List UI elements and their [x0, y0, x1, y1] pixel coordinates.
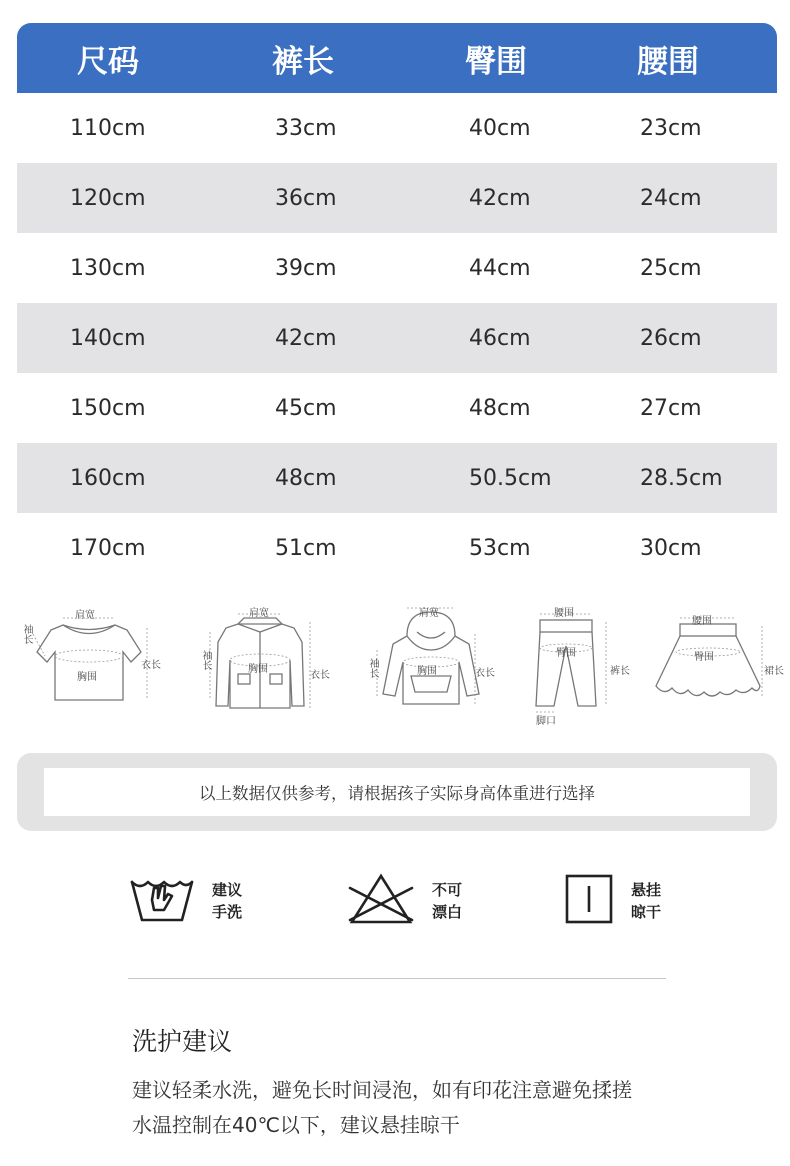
- header-waist: 腰围: [637, 43, 699, 80]
- care-line-dry: [563, 868, 703, 938]
- cell-waist: 26cm: [640, 325, 702, 351]
- table-row: [17, 443, 777, 513]
- cell-size: 110cm: [70, 115, 146, 141]
- label-length: 衣长: [310, 670, 330, 681]
- measurement-diagrams: [10, 600, 784, 730]
- label-hip: 臀围: [694, 652, 714, 663]
- table-row: [17, 303, 777, 373]
- cell-waist: 25cm: [640, 255, 702, 281]
- no-bleach-line2: 漂白: [432, 903, 463, 921]
- label-hem: 脚口: [536, 716, 556, 727]
- jacket-diagram: [182, 600, 332, 725]
- skirt-diagram: [650, 600, 790, 725]
- cell-pants-length: 42cm: [275, 325, 337, 351]
- hand-wash-line1: 建议: [212, 881, 243, 899]
- no-bleach-line1: 不可: [432, 881, 463, 899]
- label-waist: 腰围: [692, 616, 712, 627]
- line-dry-line1: 悬挂: [631, 881, 662, 899]
- wash-title: 洗护建议: [132, 1027, 233, 1056]
- label-chest: 胸围: [417, 666, 437, 677]
- label-shoulder: 肩宽: [75, 610, 95, 621]
- label-shoulder: 肩宽: [419, 608, 439, 619]
- cell-hip: 42cm: [469, 185, 531, 211]
- cell-waist: 27cm: [640, 395, 702, 421]
- cell-pants-length: 48cm: [275, 465, 337, 491]
- cell-hip: 53cm: [469, 535, 531, 561]
- label-shoulder: 肩宽: [249, 608, 269, 619]
- no-bleach-icon: [346, 868, 416, 938]
- cell-size: 170cm: [70, 535, 146, 561]
- hand-wash-icon: [128, 868, 198, 938]
- label-sleeve: 袖长: [200, 650, 211, 670]
- header-pants-length: 裤长: [272, 43, 334, 80]
- cell-hip: 40cm: [469, 115, 531, 141]
- cell-waist: 28.5cm: [640, 465, 723, 491]
- cell-hip: 48cm: [469, 395, 531, 421]
- cell-hip: 44cm: [469, 255, 531, 281]
- table-row: [17, 93, 777, 163]
- table-header: [17, 23, 777, 93]
- cell-size: 140cm: [70, 325, 146, 351]
- hand-wash-line2: 手洗: [212, 903, 243, 921]
- cell-size: 160cm: [70, 465, 146, 491]
- cell-size: 130cm: [70, 255, 146, 281]
- care-no-bleach: [346, 868, 486, 938]
- label-length: 衣长: [141, 660, 161, 671]
- line-dry-icon: [563, 868, 623, 938]
- cell-pants-length: 36cm: [275, 185, 337, 211]
- size-table: [17, 23, 777, 583]
- cell-hip: 50.5cm: [469, 465, 552, 491]
- table-row: [17, 513, 777, 583]
- label-chest: 胸围: [77, 672, 97, 683]
- label-waist: 腰围: [554, 608, 574, 619]
- label-sleeve: 袖长: [367, 658, 378, 678]
- wash-line-2: 水温控制在40℃以下，建议悬挂晾干: [132, 1113, 460, 1137]
- header-size: 尺码: [77, 43, 139, 80]
- cell-pants-length: 39cm: [275, 255, 337, 281]
- cell-waist: 30cm: [640, 535, 702, 561]
- divider: [128, 978, 666, 979]
- label-hip: 臀围: [556, 648, 576, 659]
- label-length: 衣长: [475, 668, 495, 679]
- line-dry-line2: 晾干: [631, 903, 662, 921]
- cell-waist: 23cm: [640, 115, 702, 141]
- table-row: [17, 373, 777, 443]
- note-box: [17, 753, 777, 831]
- header-hip: 臀围: [465, 43, 527, 80]
- cell-pants-length: 45cm: [275, 395, 337, 421]
- table-row: [17, 233, 777, 303]
- tshirt-diagram: [15, 600, 165, 725]
- note-text: 以上数据仅供参考，请根据孩子实际身高体重进行选择: [44, 768, 750, 816]
- cell-size: 150cm: [70, 395, 146, 421]
- label-sleeve: 袖长: [21, 624, 32, 644]
- hoodie-diagram: [355, 600, 505, 725]
- cell-pants-length: 33cm: [275, 115, 337, 141]
- wash-line-1: 建议轻柔水洗，避免长时间浸泡，如有印花注意避免揉搓: [132, 1078, 632, 1102]
- cell-waist: 24cm: [640, 185, 702, 211]
- care-hand-wash: [128, 868, 268, 938]
- label-length: 裙长: [764, 666, 784, 677]
- label-length: 裤长: [610, 666, 630, 677]
- cell-pants-length: 51cm: [275, 535, 337, 561]
- table-row: [17, 163, 777, 233]
- cell-hip: 46cm: [469, 325, 531, 351]
- cell-size: 120cm: [70, 185, 146, 211]
- label-chest: 胸围: [248, 664, 268, 675]
